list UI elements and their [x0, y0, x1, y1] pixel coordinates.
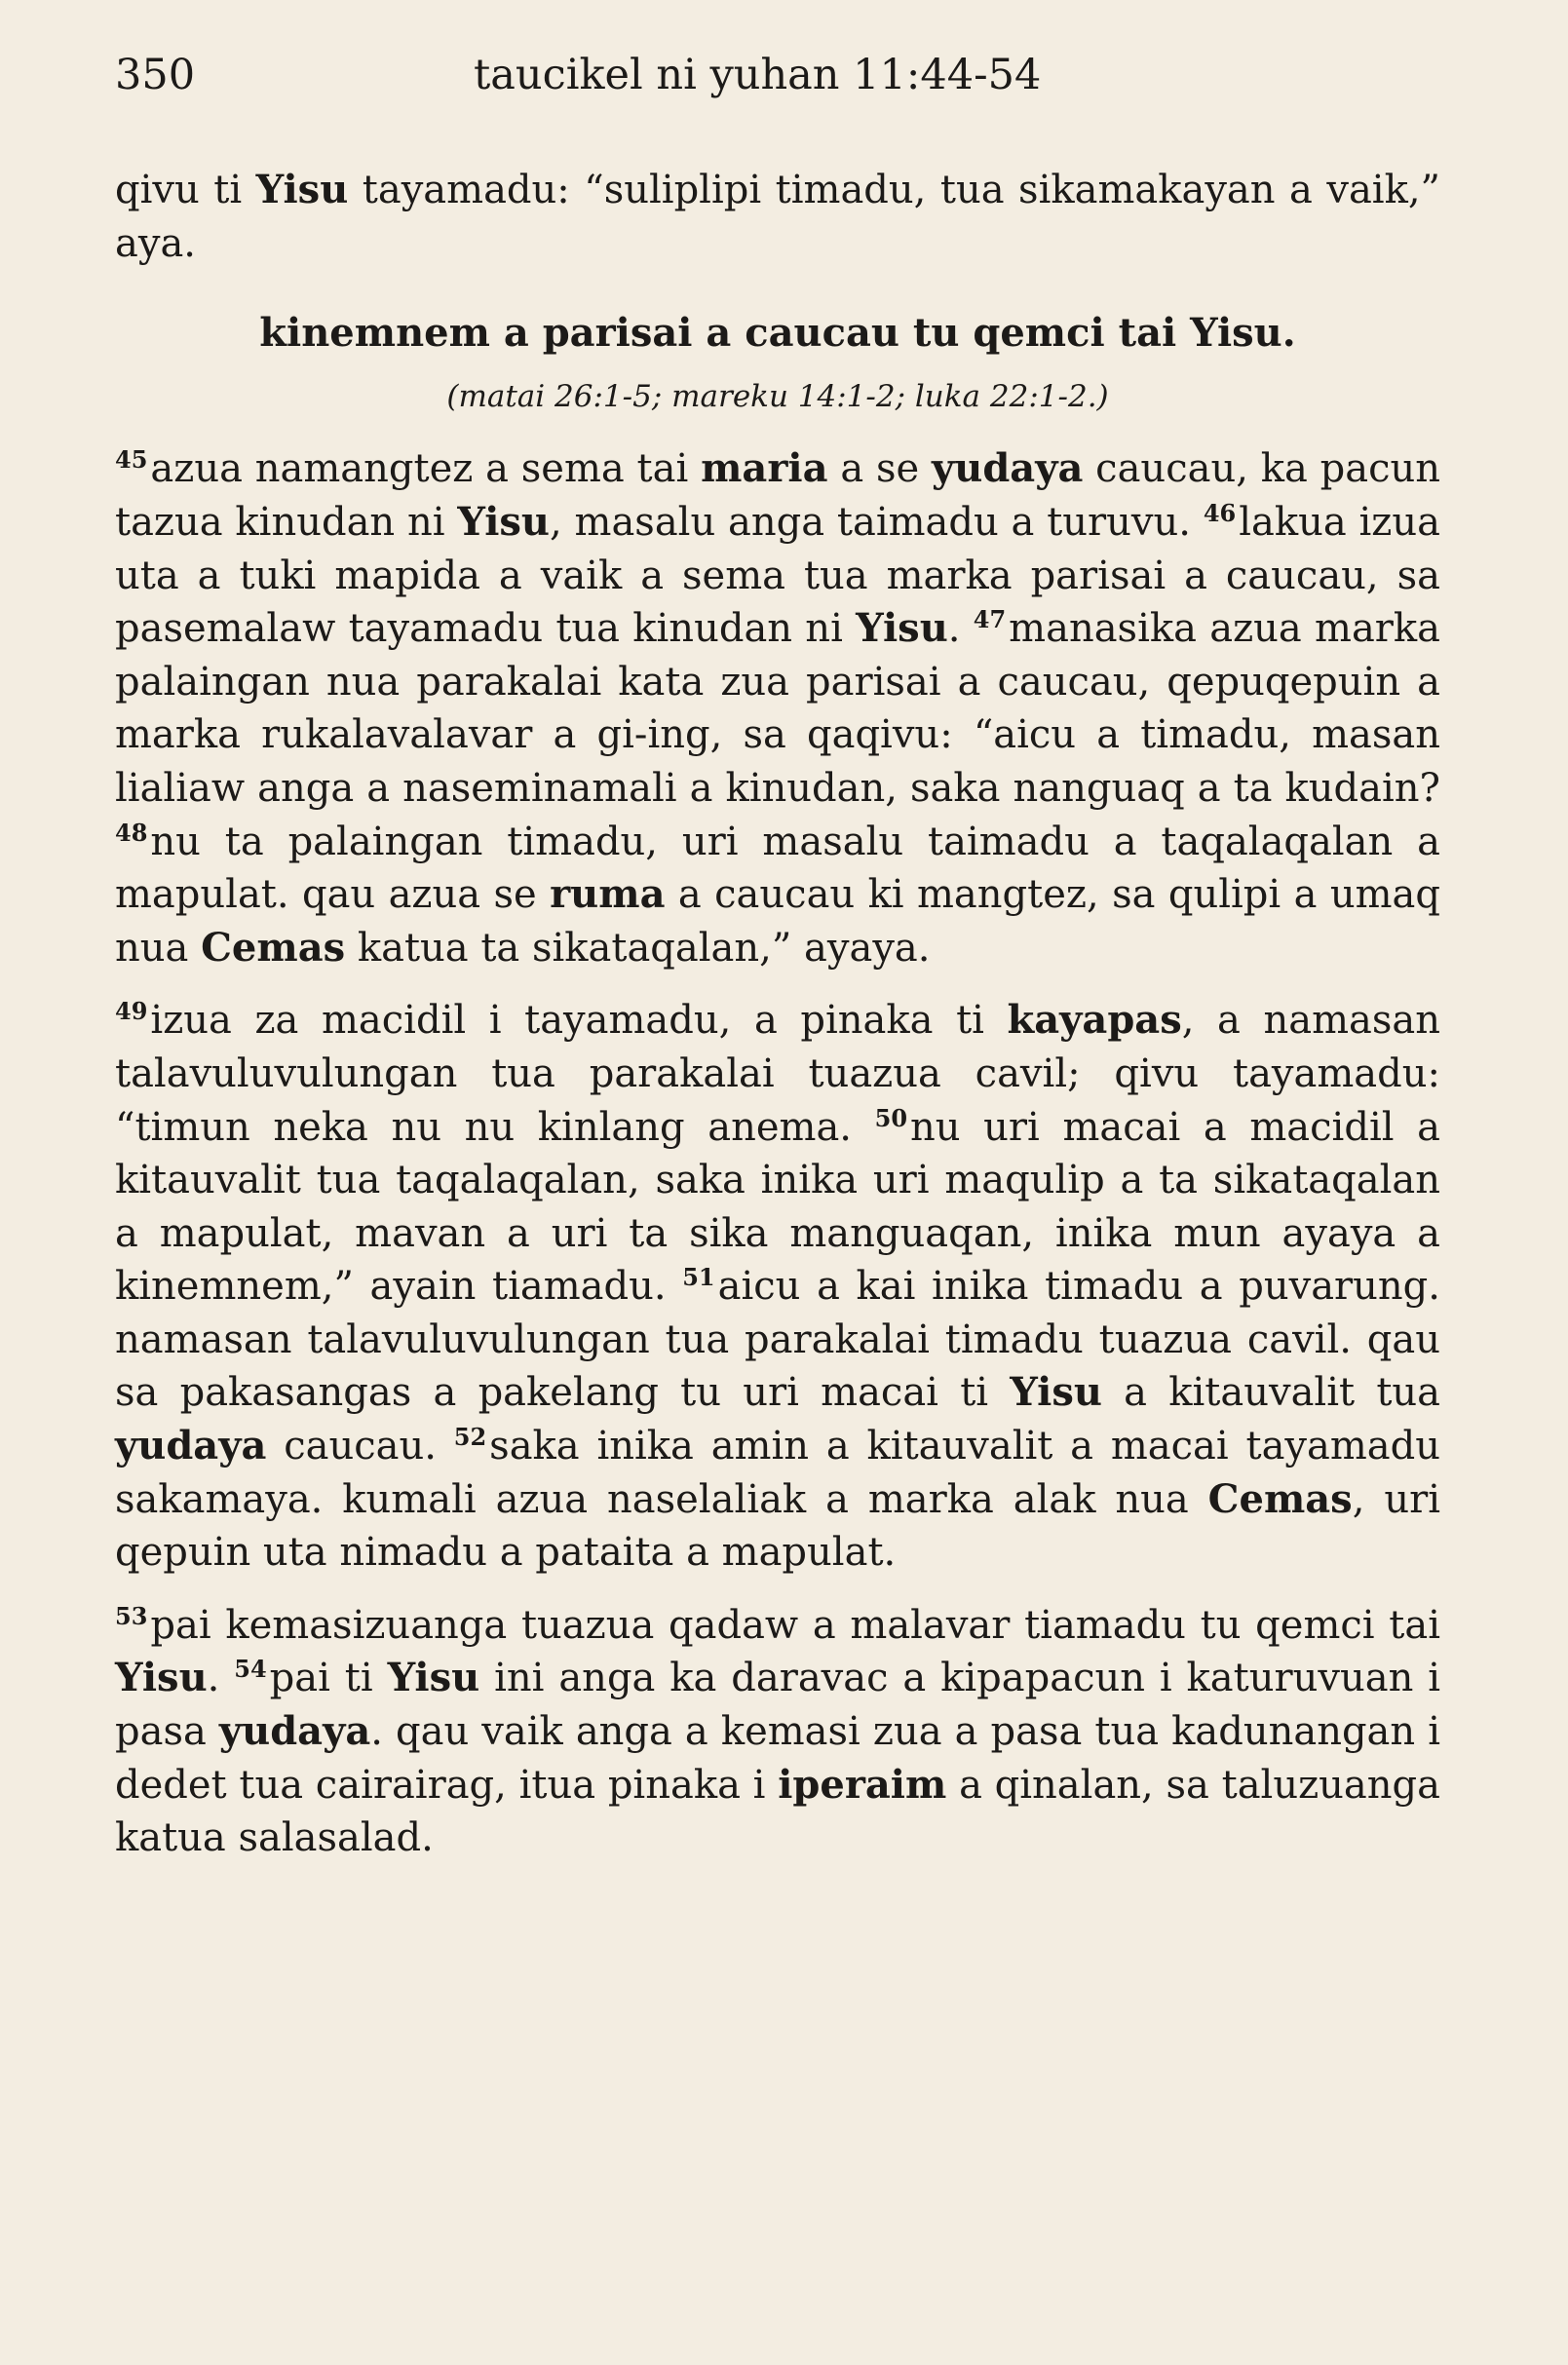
bold-name: yudaya: [115, 1423, 267, 1469]
bold-name: Yisu: [255, 167, 349, 212]
page-header: [115, 51, 1453, 109]
text-run: manasika azua marka palaingan nua parakalai kata zua parisai a caucau, qepuqepuin a marka rukalavalavar a gi-ing, sa qaqivu: “aicu a timadu, masan lialiaw anga a naseminamali a kinudan, saka nanguaq a ta kudain?: [115, 606, 1440, 811]
verse-number: 52: [453, 1423, 487, 1452]
verse-number: 53: [115, 1601, 148, 1630]
bold-name: kayapas: [1007, 997, 1182, 1044]
bold-name: iperaim: [778, 1761, 947, 1808]
verse-number: 46: [1203, 498, 1237, 527]
bold-name: Cemas: [1207, 1475, 1353, 1522]
text-run: azua namangtez a sema tai: [150, 446, 702, 492]
verse-number: 49: [115, 997, 148, 1026]
text-run: caucau, ka pacun tazua kinudan ni: [115, 446, 1440, 545]
text-run: lakua izua uta a tuki mapida a vaik a sema tua marka parisai a caucau, sa pasemalaw tayamadu tua kinudan ni: [115, 499, 1440, 652]
bold-name: Yisu: [457, 498, 550, 545]
section-heading: kinemnem a parisai a caucau tu qemci tai Yisu.: [259, 310, 1296, 357]
text-run: a se: [827, 446, 932, 492]
running-title: taucikel ni yuhan 11:44-54: [474, 51, 1042, 99]
text-run: katua ta sikataqalan,” ayaya.: [345, 925, 931, 971]
verse-number: 50: [874, 1103, 908, 1132]
text-run: nu ta palaingan timadu, uri masalu taimadu a taqalaqalan a mapulat. qau azua se: [115, 819, 1440, 918]
verse-number: 45: [115, 445, 148, 475]
text-run: caucau.: [266, 1424, 454, 1469]
text-run: a caucau ki mangtez, sa qulipi a umaq nua: [115, 872, 1440, 971]
text-run: ini anga ka daravac a kipapacun i katuruvuan i pasa: [115, 1656, 1440, 1755]
bold-name: Yisu: [115, 1655, 208, 1701]
bold-name: maria: [701, 445, 828, 492]
text-run: . qau vaik anga a kemasi zua a pasa tua kadunangan i dedet tua cairairag, itua pinaka i: [115, 1709, 1441, 1808]
text-run: nu uri macai a macidil a kitauvalit tua taqalaqalan, saka inika uri maqulip a ta sikataqalan a mapulat, mavan a uri ta sika manguaqan, inika mun ayaya a kinemnem,” ayain tiamadu.: [115, 1104, 1441, 1310]
cross-reference: (matai 26:1-5; mareku 14:1-2; luka 22:1-2.): [446, 378, 1109, 414]
bold-name: Yisu: [1010, 1369, 1102, 1416]
text-run: aicu a kai inika timadu a puvarung. namasan talavuluvulungan tua parakalai timadu tuazua cavil. qau sa pakasangas a pakelang tu uri macai ti: [115, 1264, 1440, 1416]
text-run: a kitauvalit tua: [1101, 1370, 1440, 1416]
bold-name: Yisu: [387, 1655, 480, 1701]
text-run: , masalu anga taimadu a turuvu.: [550, 499, 1204, 545]
text-run: pai ti: [269, 1656, 388, 1701]
paragraph-45-48: [115, 442, 1440, 974]
text-run: .: [207, 1656, 235, 1701]
intro-paragraph: [115, 164, 1440, 270]
verse-number: 47: [973, 605, 1007, 634]
verse-number: 54: [234, 1655, 267, 1684]
body-text: [115, 164, 1440, 1865]
verse-number: 48: [115, 818, 148, 847]
bold-name: yudaya: [218, 1708, 371, 1755]
text-run: izua za macidil i tayamadu, a pinaka ti: [150, 998, 1008, 1044]
bold-name: ruma: [550, 871, 666, 918]
text-run: tayamadu: “suliplipi timadu, tua sikamakayan a vaik,” aya.: [115, 168, 1441, 266]
page-number: 350: [115, 51, 196, 99]
text-run: pai kemasizuanga tuazua qadaw a malavar tiamadu tu qemci tai: [150, 1602, 1440, 1648]
text-run: , a namasan talavuluvulungan tua parakalai tuazua cavil; qivu tayamadu: “timun neka nu nu kinlang anema.: [115, 998, 1441, 1150]
text-run: a qinalan, sa taluzuanga katua salasalad.: [115, 1762, 1440, 1861]
text-run: .: [947, 606, 974, 652]
text-run: qivu ti: [115, 168, 256, 212]
paragraph-49-52: [115, 994, 1440, 1580]
paragraph-53-54: [115, 1599, 1440, 1865]
bold-name: Cemas: [201, 924, 346, 971]
bold-name: yudaya: [932, 445, 1084, 492]
text-run: , uri qepuin uta nimadu a pataita a mapulat.: [115, 1476, 1441, 1576]
text-run: saka inika amin a kitauvalit a macai tayamadu sakamaya. kumali azua naselaliak a marka alak nua: [115, 1424, 1441, 1522]
verse-number: 51: [682, 1263, 715, 1292]
bold-name: Yisu: [856, 605, 948, 652]
